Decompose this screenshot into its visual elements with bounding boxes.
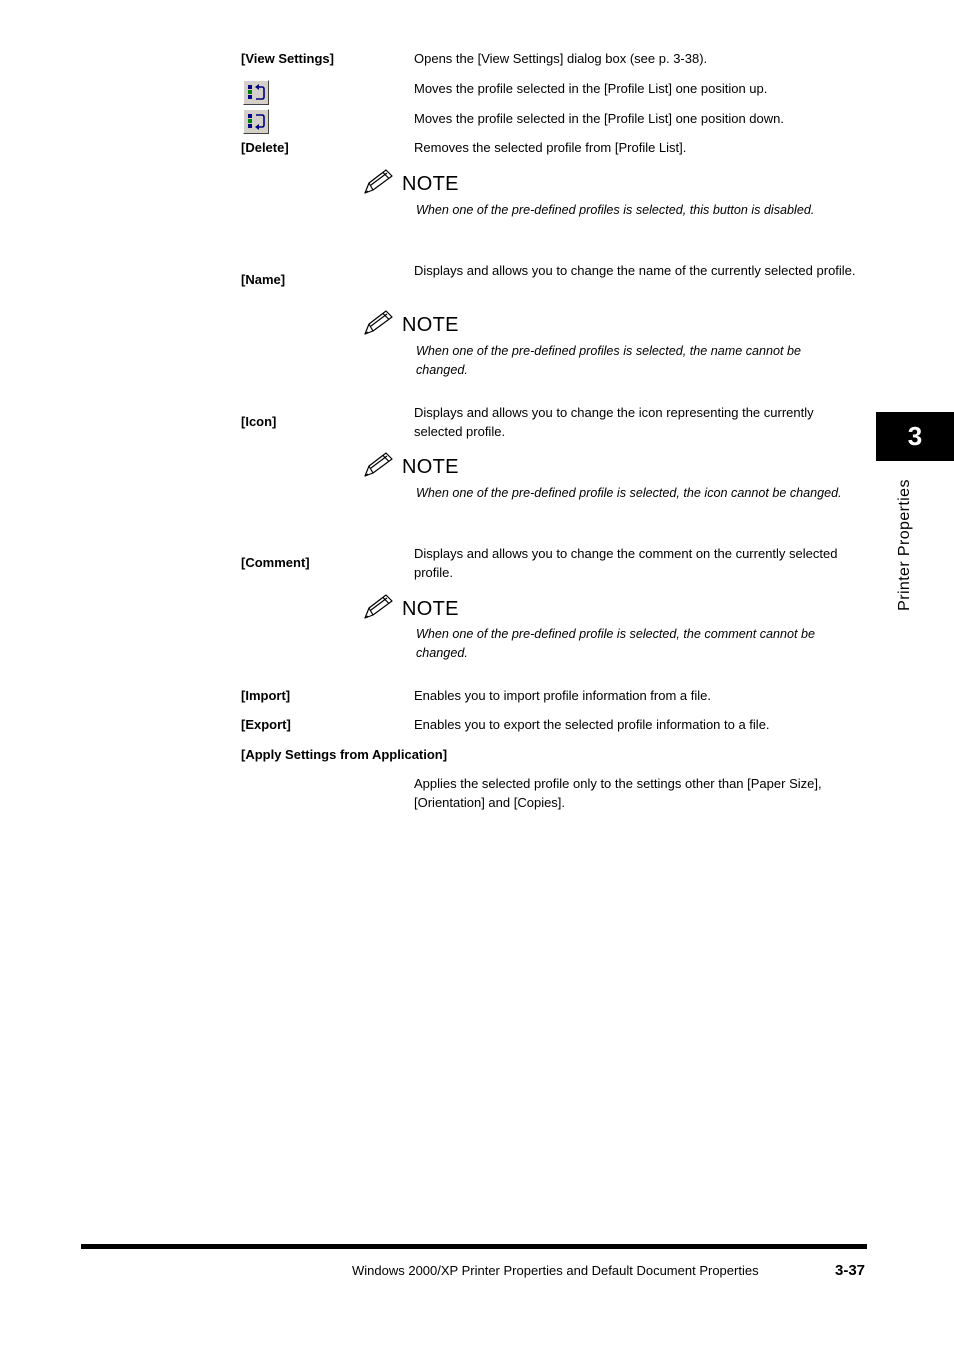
term-view-settings: [View Settings] bbox=[241, 51, 334, 66]
pencil-icon bbox=[362, 593, 394, 626]
term-icon: [Icon] bbox=[241, 414, 277, 429]
desc-comment: Displays and allows you to change the comment on the currently selected profile. bbox=[414, 546, 838, 580]
term-import: [Import] bbox=[241, 688, 291, 703]
desc-import: Enables you to import profile information from a file. bbox=[414, 688, 711, 703]
note-text: When one of the pre-defined profile is selected, the icon cannot be changed. bbox=[416, 486, 842, 500]
desc-move-down: Moves the profile selected in the [Profile List] one position down. bbox=[414, 111, 784, 126]
pencil-icon bbox=[362, 309, 394, 342]
note-label: NOTE bbox=[402, 597, 459, 620]
note-text: When one of the pre-defined profiles is selected, this button is disabled. bbox=[416, 203, 815, 217]
term-apply-settings: [Apply Settings from Application] bbox=[241, 747, 448, 762]
term-delete: [Delete] bbox=[241, 140, 289, 155]
footer-title: Windows 2000/XP Printer Properties and Default Document Properties bbox=[352, 1263, 759, 1278]
chapter-title: Printer Properties bbox=[896, 479, 913, 611]
note-heading bbox=[362, 595, 459, 623]
note-label: NOTE bbox=[402, 172, 459, 195]
desc-move-up: Moves the profile selected in the [Profile List] one position up. bbox=[414, 81, 768, 96]
desc-icon: Displays and allows you to change the icon representing the currently selected profile. bbox=[414, 405, 814, 439]
pencil-icon bbox=[362, 168, 394, 201]
pencil-icon bbox=[362, 451, 394, 484]
note-label: NOTE bbox=[402, 455, 459, 478]
note-heading bbox=[362, 170, 459, 198]
move-up-icon bbox=[243, 80, 269, 105]
term-export: [Export] bbox=[241, 717, 291, 732]
term-comment: [Comment] bbox=[241, 555, 310, 570]
desc-name: Displays and allows you to change the name of the currently selected profile. bbox=[414, 263, 856, 278]
note-text: When one of the pre-defined profiles is selected, the name cannot be changed. bbox=[416, 344, 802, 377]
page-number: 3-37 bbox=[835, 1262, 866, 1279]
move-down-icon bbox=[243, 109, 269, 134]
footer-rule bbox=[81, 1244, 867, 1249]
desc-apply-settings: Applies the selected profile only to the settings other than [Paper Size], [Orientation] and [Copies]. bbox=[414, 776, 822, 810]
note-text: When one of the pre-defined profile is selected, the comment cannot be changed. bbox=[416, 627, 816, 660]
note-heading bbox=[362, 311, 459, 339]
desc-delete: Removes the selected profile from [Profile List]. bbox=[414, 140, 687, 155]
note-label: NOTE bbox=[402, 313, 459, 336]
note-heading bbox=[362, 453, 459, 481]
desc-export: Enables you to export the selected profile information to a file. bbox=[414, 717, 770, 732]
chapter-tab: 3 bbox=[876, 412, 954, 461]
term-name: [Name] bbox=[241, 272, 286, 287]
desc-view-settings: Opens the [View Settings] dialog box (see p. 3-38). bbox=[414, 51, 708, 66]
